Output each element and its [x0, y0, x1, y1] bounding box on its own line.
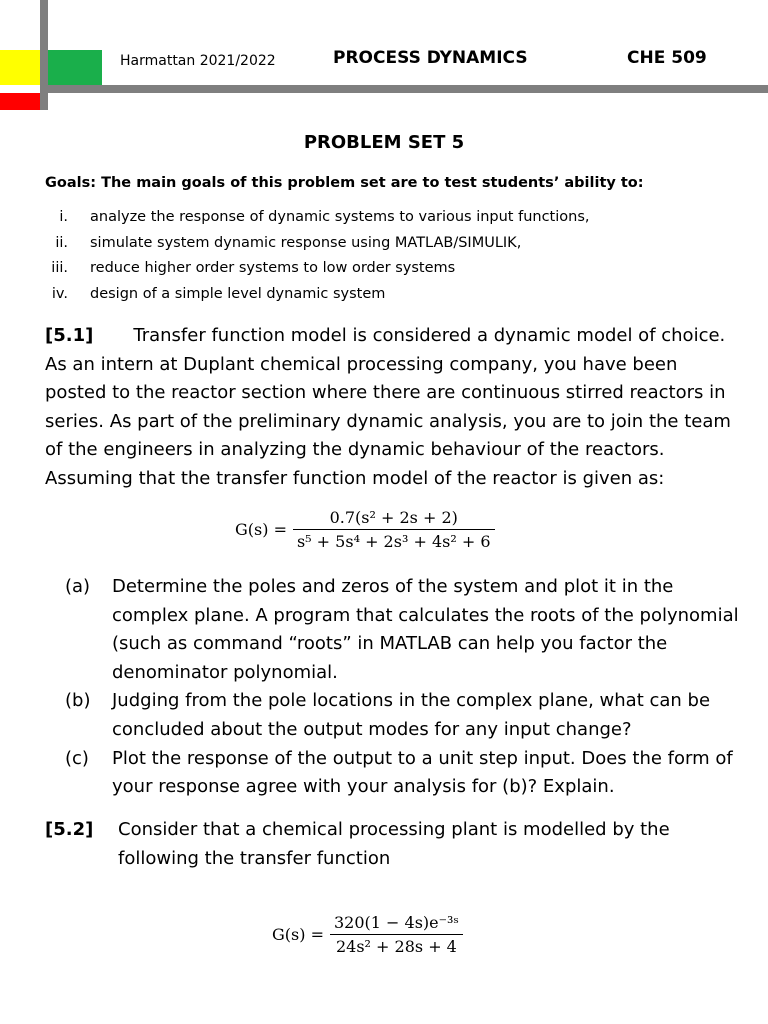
goals-intro: Goals: The main goals of this problem set are to test students’ ability to:: [45, 175, 644, 191]
goal-number: iv.: [51, 285, 68, 302]
part-label: (a): [65, 576, 91, 597]
problem-label: [5.2]: [45, 819, 94, 840]
problem-5-2: [45, 816, 735, 873]
header-green-block: [48, 50, 102, 85]
problem-5-1: [45, 322, 735, 494]
part-label: (c): [65, 747, 89, 769]
goal-text: reduce higher order systems to low order systems: [90, 260, 456, 276]
header-vertical-rule: [40, 0, 48, 110]
part-text: Plot the response of the output to a unit step input. Does the form of your response agree with your analysis for (b)? Explain.: [112, 747, 733, 798]
part-text: Determine the poles and zeros of the system and plot it in the complex plane. A program that calculates the roots of the polynomial (such as command “roots” in MATLAB can help you factor the denominator polynomial.: [112, 576, 739, 683]
header-red-block: [0, 93, 40, 110]
part-text: Judging from the pole locations in the complex plane, what can be concluded about the output modes for any input change?: [112, 690, 711, 740]
goal-text: simulate system dynamic response using MATLAB/SIMULIK,: [90, 234, 522, 251]
problem-text-line: series. As part of the preliminary dynamic analysis, you are to join the team: [45, 410, 731, 432]
equation-lhs: G(s) =: [235, 520, 287, 539]
problem-text-line: of the engineers in analyzing the dynamic behaviour of the reactors.: [45, 439, 665, 461]
header-course-title: PROCESS DYNAMICS: [333, 48, 528, 68]
transfer-function-equation: [272, 913, 463, 956]
equation-lhs: G(s) =: [272, 925, 324, 944]
problem-text-line: Transfer function model is considered a dynamic model of choice.: [133, 325, 726, 346]
problem-text: Consider that a chemical processing plant is modelled by the following the transfer function: [118, 819, 670, 869]
list-item: [65, 687, 745, 744]
page-title: PROBLEM SET 5: [303, 132, 465, 153]
header-session: Harmattan 2021/2022: [120, 53, 276, 69]
header-yellow-block: [0, 50, 40, 85]
problem-text-line: posted to the reactor section where there are continuous stirred reactors in: [45, 382, 726, 404]
goal-text: analyze the response of dynamic systems to various input functions,: [90, 209, 590, 225]
goal-number: iii.: [51, 260, 68, 276]
equation-numerator: 0.7(s² + 2s + 2): [293, 508, 495, 530]
goal-number: i.: [59, 209, 68, 225]
equation-denominator: s⁵ + 5s⁴ + 2s³ + 4s² + 6: [296, 532, 491, 551]
goal-text: design of a simple level dynamic system: [90, 285, 386, 302]
problem-label: [5.1]: [45, 325, 94, 346]
problem-5-1-parts: [65, 573, 745, 802]
part-label: (b): [65, 690, 91, 712]
problem-text-line: Assuming that the transfer function model of the reactor is given as:: [45, 467, 665, 489]
equation-numerator: 320(1 − 4s)e⁻³ˢ: [330, 913, 463, 935]
transfer-function-equation: [235, 508, 495, 551]
equation-denominator: 24s² + 28s + 4: [335, 937, 457, 956]
header-course-code: CHE 509: [627, 48, 707, 68]
header-horizontal-rule: [40, 85, 768, 93]
list-item: [65, 745, 745, 802]
goal-number: ii.: [55, 234, 68, 251]
list-item: [65, 573, 745, 687]
problem-text-line: As an intern at Duplant chemical processing company, you have been: [45, 353, 678, 375]
